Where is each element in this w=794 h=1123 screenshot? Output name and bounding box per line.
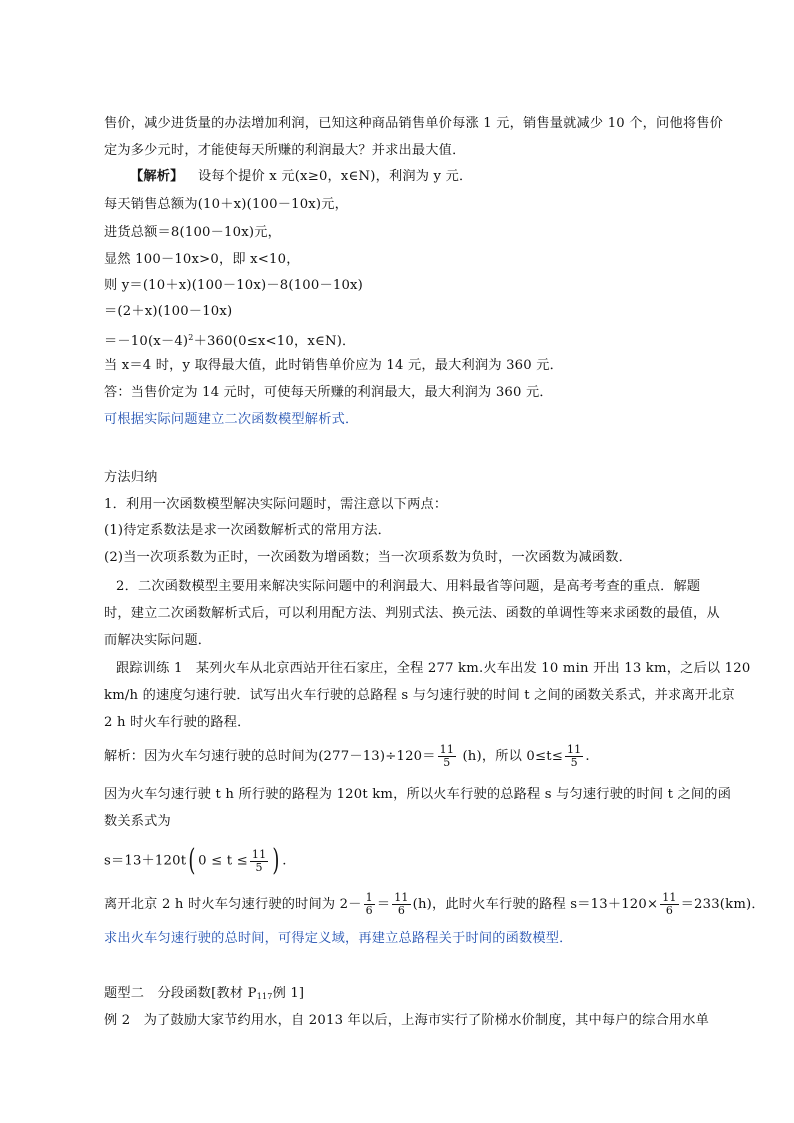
section-heading: 方法归纳	[104, 470, 158, 485]
heading-part: 例 1]	[272, 986, 305, 1001]
equation-part: 离开北京 2 h 时火车匀速行驶的时间为 2－	[104, 897, 362, 912]
subscript: 117	[256, 992, 273, 1001]
text-line: 答：当售价定为 14 元时，可使每天所赚的利润最大，最大利润为 360 元．	[104, 385, 553, 400]
solution-text: 设每个提价 x 元(x≥0，x∈N)，利润为 y 元．	[197, 169, 473, 184]
denominator: 5	[255, 860, 263, 874]
text-line: 2 h 时火车行驶的路程．	[104, 715, 251, 730]
right-paren: )	[272, 843, 280, 878]
numerator: 11	[251, 847, 267, 861]
equation-line	[104, 892, 765, 917]
fraction	[364, 892, 375, 917]
solution-label: 【解析】	[130, 169, 184, 184]
tip-line: 可根据实际问题建立二次函数模型解析式．	[104, 412, 359, 427]
denominator: 6	[365, 904, 373, 917]
text-line: 1．利用一次函数模型解决实际问题时，需注意以下两点：	[104, 497, 448, 512]
text-line: km/h 的速度匀速行驶．试写出火车行驶的总路程 s 与匀速行驶的时间 t 之间的函数关系式，并求离开北京	[104, 688, 735, 703]
text-line: 则 y＝(10＋x)(100－10x)－8(100－10x)	[104, 278, 364, 293]
text-line: ＝(2＋x)(100－10x)	[104, 304, 233, 319]
denominator: 6	[665, 904, 674, 917]
equation-part: .	[585, 749, 590, 764]
left-paren: (	[188, 843, 196, 878]
fraction	[565, 744, 583, 769]
equation-part: (h)，此时火车行驶的路程 s＝13＋120×	[412, 897, 659, 912]
numerator: 11	[439, 743, 455, 756]
exponent: 2	[188, 333, 194, 342]
fraction	[392, 892, 410, 917]
equation-part: 0 ≤ t ≤	[198, 853, 248, 869]
section-heading	[104, 985, 304, 1006]
text-line: 数关系式为	[104, 814, 171, 829]
text-line: (2)当一次项系数为正时，一次函数为增函数；当一次项系数为负时，一次函数为减函数．	[104, 550, 633, 565]
equation-part: ＝233(km)．	[680, 897, 765, 912]
fraction	[250, 849, 268, 874]
equation-part: 解析：因为火车匀速行驶的总时间为(277－13)÷120＝	[104, 749, 436, 764]
text-line: 定为多少元时，才能使每天所赚的利润最大？并求出最大值．	[104, 143, 466, 158]
denominator: 5	[570, 756, 578, 769]
numerator: 11	[662, 891, 677, 904]
equation-part: s＝13＋120t	[104, 853, 187, 869]
heading-part: 题型二 分段函数[教材 P	[104, 986, 257, 1001]
solution-line	[130, 168, 472, 186]
text-line: 跟踪训练 1 某列火车从北京西站开往石家庄，全程 277 km.火车出发 10 min 开出 13 km，之后以 120	[116, 661, 751, 676]
equation-part: ＋360(0≤x<10，x∈N)．	[193, 334, 356, 349]
text-line: 进货总额＝8(100－10x)元，	[104, 225, 281, 240]
text-line: 例 2 为了鼓励大家节约用水，自 2013 年以后，上海市实行了阶梯水价制度，其中每户的综合用水单	[104, 1013, 710, 1028]
equation-line	[104, 843, 287, 878]
equation-line	[104, 744, 590, 769]
text-line: 显然 100－10x>0，即 x<10，	[104, 252, 300, 267]
fraction	[438, 744, 456, 769]
text-line: 每天销售总额为(10＋x)(100－10x)元，	[104, 197, 349, 212]
equation-part: ＝－10(x－4)	[104, 334, 189, 349]
denominator: 6	[397, 904, 406, 917]
denominator: 5	[443, 756, 451, 769]
tip-line: 求出火车匀速行驶的总时间，可得定义域，再建立总路程关于时间的函数模型．	[104, 931, 573, 946]
fraction	[660, 892, 678, 917]
text-line: 售价，减少进货量的办法增加利润，已知这种商品销售单价每涨 1 元，销售量就减少 10 个，问他将售价	[104, 116, 723, 131]
equation-part: ＝	[376, 897, 391, 912]
numerator: 1	[365, 891, 373, 904]
text-line: 2．二次函数模型主要用来解决实际问题中的利润最大、用料最省等问题，是高考考查的重点．解题	[116, 579, 701, 594]
text-line: 当 x＝4 时，y 取得最大值，此时销售单价应为 14 元，最大利润为 360 元．	[104, 358, 564, 373]
text-line: 时，建立二次函数解析式后，可以利用配方法、判别式法、换元法、函数的单调性等来求函数的最值，从	[104, 606, 720, 621]
numerator: 11	[566, 743, 582, 756]
equation-part: (h)，所以 0≤t≤	[458, 749, 563, 764]
equation-line	[104, 329, 355, 351]
text-line: 而解决实际问题．	[104, 633, 212, 648]
text-line: (1)待定系数法是求一次函数解析式的常用方法．	[104, 523, 392, 538]
equation-part: .	[282, 853, 287, 869]
numerator: 11	[394, 891, 409, 904]
text-line: 因为火车匀速行驶 t h 所行驶的路程为 120t km，所以火车行驶的总路程 s 与匀速行驶的时间 t 之间的函	[104, 787, 732, 802]
